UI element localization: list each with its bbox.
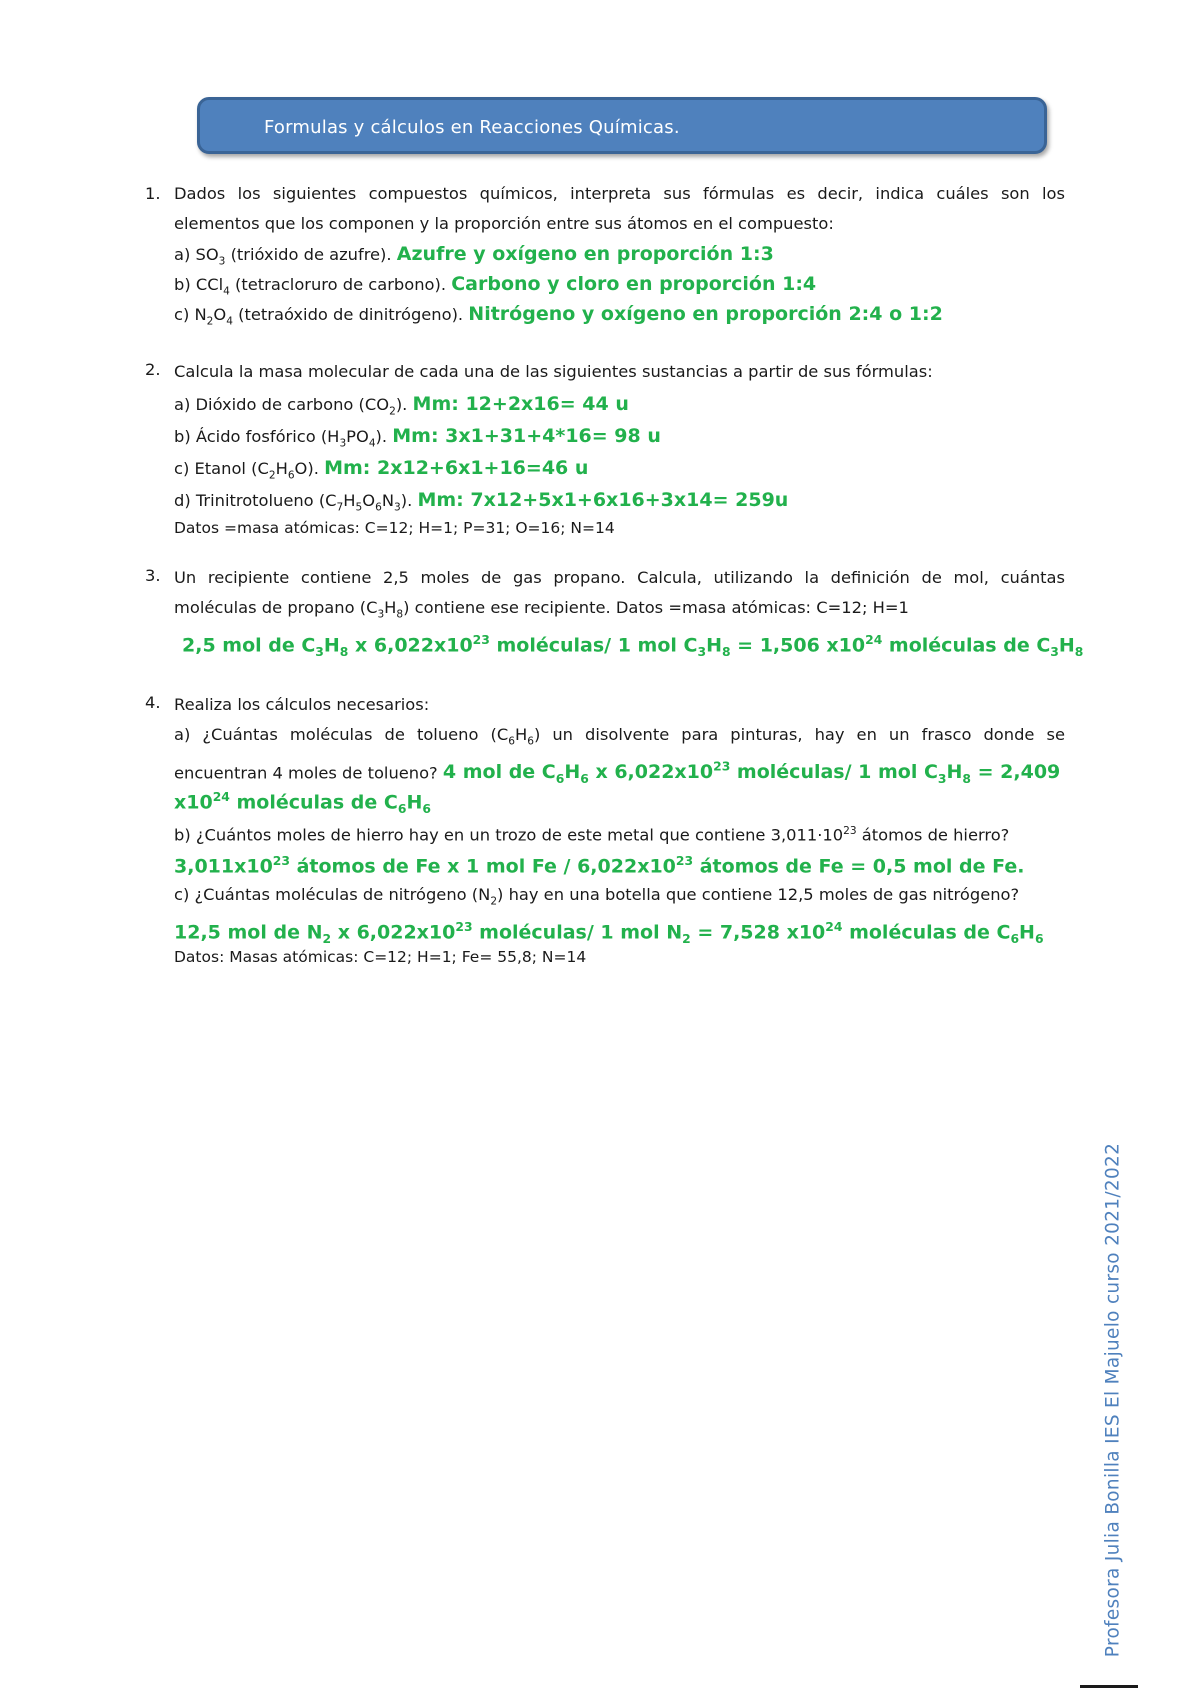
list-item: a) Dióxido de carbono $(CO_2)$. Mm: 12+2x16= 44 u bbox=[174, 393, 629, 418]
question-number: 2. bbox=[145, 360, 161, 379]
list-item: c) Etanol $(C_2H_6O)$. Mm: 2x12+6x1+16=46 u bbox=[174, 457, 589, 482]
question-text: moléculas de propano $(C_3H_8)$ contiene ese recipiente. Datos =masa atómicas: C=12; H=1 bbox=[174, 598, 909, 621]
answer-text: Mm: 7x12+5x1+6x16+3x14= 259u bbox=[417, 489, 789, 511]
question-number: 1. bbox=[145, 184, 161, 203]
data-note: Datos =masa atómicas: C=12; H=1; P=31; O=16; N=14 bbox=[174, 519, 615, 537]
answer-text: $x10^{24}$ moléculas de $C_6H_6$ bbox=[174, 790, 431, 817]
answer-text: Azufre y oxígeno en proporción 1:3 bbox=[396, 243, 774, 265]
question-number: 3. bbox=[145, 566, 161, 585]
answer-text: Carbono y cloro en proporción 1:4 bbox=[451, 273, 817, 295]
page-title: Formulas y cálculos en Reacciones Químicas. bbox=[264, 117, 680, 138]
question-text: Un recipiente contiene 2,5 moles de gas propano. Calcula, utilizando la definición de mol, cuántas bbox=[174, 568, 1065, 587]
list-item: c) $N_2O_4$ (tetraóxido de dinitrógeno). Nitrógeno y oxígeno en proporción 2:4 o 1:2 bbox=[174, 303, 943, 328]
answer-text: $3,011x10^{23}$ átomos de Fe x 1 mol Fe / $6,022x10^{23}$ átomos de Fe = 0,5 mol de Fe. bbox=[174, 854, 1025, 878]
title-banner bbox=[197, 97, 1047, 154]
list-item: a) $SO_3$ (trióxido de azufre). Azufre y oxígeno en proporción 1:3 bbox=[174, 243, 774, 268]
list-item: d) Trinitrotolueno $(C_7H_5O_6N_3)$. Mm: 7x12+5x1+6x16+3x14= 259u bbox=[174, 489, 789, 514]
question-text: a) ¿Cuántas moléculas de tolueno $(C_6H_6)$ un disolvente para pinturas, hay en un frasco donde se bbox=[174, 725, 1065, 748]
answer-text: Mm: 12+2x16= 44 u bbox=[412, 393, 629, 415]
author-sidebar bbox=[1093, 1120, 1133, 1680]
question-text: Dados los siguientes compuestos químicos, interpreta sus fórmulas es decir, indica cuáles son los bbox=[174, 184, 1065, 203]
list-item: b) Ácido fosfórico $(H_3PO_4)$. Mm: 3x1+31+4*16= 98 u bbox=[174, 425, 661, 450]
question-text: c) ¿Cuántas moléculas de nitrógeno $(N_2)$ hay en una botella que contiene 12,5 moles de gas nitrógeno? bbox=[174, 885, 1020, 908]
data-note: Datos: Masas atómicas: C=12; H=1; Fe= 55,8; N=14 bbox=[174, 948, 587, 966]
answer-text: Nitrógeno y oxígeno en proporción 2:4 o 1:2 bbox=[468, 303, 943, 325]
list-item: b) CCl$_4$ (tetracloruro de carbono). Carbono y cloro en proporción 1:4 bbox=[174, 273, 817, 298]
author-credit: Profesora Julia Bonilla IES El Majuelo curso 2021/2022 bbox=[1102, 1142, 1124, 1658]
answer-text: 4 mol de $C_6H_6$ x $6,022x10^{23}$ moléculas/ 1 mol $C_3H_8 = 2,409$ bbox=[442, 760, 1061, 787]
answer-text: Mm: 2x12+6x1+16=46 u bbox=[324, 457, 589, 479]
question-text: Realiza los cálculos necesarios: bbox=[174, 695, 430, 714]
question-text: Calcula la masa molecular de cada una de las siguientes sustancias a partir de sus fórmulas: bbox=[174, 362, 933, 381]
question-text: b) ¿Cuántos moles de hierro hay en un trozo de este metal que contiene $3,011\cdot 10^{23}$ átomos de hierro? bbox=[174, 825, 1010, 845]
question-text: encuentran 4 moles de tolueno? 4 mol de $C_6H_6$ x $6,022x10^{23}$ moléculas/ 1 mol $C_3H_8 = 2,409$ bbox=[174, 760, 1061, 787]
answer-text: 2,5 mol de $C_3H_8$ x $6,022x10^{23}$ moléculas/ 1 mol $C_3H_8 = 1,506$ $x10^{24}$ moléculas de $C_3H_8$ bbox=[182, 633, 1084, 660]
answer-text: 12,5 mol de $N_2$ x $6,022x10^{23}$ moléculas/ 1 mol $N_2 = 7,528$ $x10^{24}$ moléculas de $C_6H_6$ bbox=[174, 920, 1044, 947]
footer-rule bbox=[1080, 1685, 1138, 1688]
question-text: elementos que los componen y la proporción entre sus átomos en el compuesto: bbox=[174, 214, 834, 233]
answer-text: Mm: 3x1+31+4*16= 98 u bbox=[392, 425, 661, 447]
question-number: 4. bbox=[145, 693, 161, 712]
